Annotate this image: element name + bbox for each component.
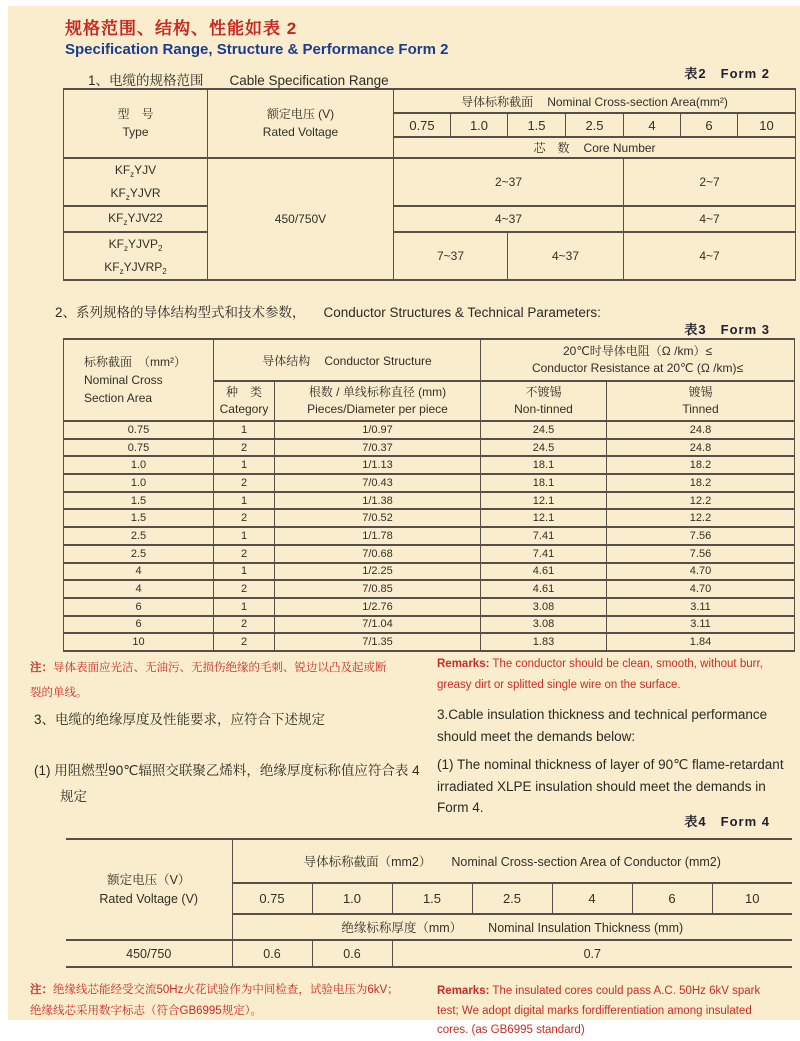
t4-header-thickness-zh: 绝缘标称厚度（mm） <box>341 921 463 935</box>
t2-size-cell: 1.5 <box>508 113 566 137</box>
section2-heading <box>55 301 601 321</box>
t2-core-range: 2~7 <box>624 158 796 206</box>
t3-cell: 6 <box>64 598 214 616</box>
cable-type: $KF_zYJVP_2$ <box>108 236 163 253</box>
t3-cell: 1/2.76 <box>275 598 481 616</box>
t3-header-pieces-en: Pieces/Diameter per piece <box>307 402 448 416</box>
t3-header-resistance-zh: 20℃时导体电阻（Ω /km）≤ <box>562 343 713 358</box>
t3-cell: 1.5 <box>64 492 214 510</box>
t2-header-area-en: Nominal Cross-section Area(mm²) <box>547 94 728 109</box>
table-row <box>64 616 795 634</box>
t3-cell: 24.5 <box>481 421 607 439</box>
document-page <box>8 6 800 1037</box>
t4-size-cell: 1.0 <box>312 883 392 914</box>
note4-text-en: The insulated cores could pass A.C. 50Hz 6kV spark test; We adopt digital marks fordifferentiation among insulated cores. (as GB6995 standard) <box>437 985 761 1037</box>
t3-cell: 4.61 <box>481 580 607 598</box>
t3-cell: 1/2.25 <box>275 563 481 581</box>
t3-cell: 1/0.97 <box>275 421 481 439</box>
t4-size-cell: 6 <box>632 883 712 914</box>
section1-heading-zh: 1、电缆的规格范围 <box>88 73 204 88</box>
t4-header-area-group <box>232 839 792 883</box>
table-row <box>66 940 792 967</box>
table-row <box>64 474 795 492</box>
note4-label-en: Remarks: <box>437 985 490 997</box>
table-row <box>64 158 796 206</box>
t3-cell: 0.75 <box>64 439 214 457</box>
t2-header-area-zh: 导体标称截面 <box>461 94 534 109</box>
t4-size-cell: 4 <box>552 883 632 914</box>
table-row <box>64 563 795 581</box>
t3-cell: 0.75 <box>64 421 214 439</box>
cable-type: $KF_zYJVR$ <box>110 186 161 203</box>
table-row <box>64 509 795 527</box>
note-spark-test-en <box>437 982 782 1041</box>
t2-type-cell <box>64 158 208 206</box>
t3-cell: 12.1 <box>481 509 607 527</box>
t3-cell: 12.2 <box>607 492 795 510</box>
t2-header-type-en: Type <box>122 124 149 139</box>
t3-cell: 2 <box>214 545 275 563</box>
t2-core-range: 4~7 <box>624 232 796 280</box>
t3-cell: 4 <box>64 563 214 581</box>
note-label-en: Remarks: <box>437 658 490 670</box>
t3-cell: 18.1 <box>481 474 607 492</box>
t3-cell: 7/0.52 <box>275 509 481 527</box>
t3-cell: 7/0.37 <box>275 439 481 457</box>
t3-header-nontinned-en: Non-tinned <box>514 402 573 416</box>
t3-header-category-zh: 种 类 <box>225 384 262 399</box>
cable-type: $KF_zYJV$ <box>114 163 157 179</box>
t3-cell: 1 <box>214 598 275 616</box>
t2-type-cell <box>64 206 208 231</box>
t3-header-resistance-group <box>481 339 795 381</box>
note-conductor-surface-en <box>437 654 772 697</box>
t3-cell: 4 <box>64 580 214 598</box>
t2-size-cell: 4 <box>624 113 681 137</box>
t2-core-range: 4~37 <box>508 232 624 280</box>
t3-cell: 18.1 <box>481 456 607 474</box>
t3-header-structure-en: Conductor Structure <box>324 353 432 368</box>
page-title-en: Specification Range, Structure & Performance Form 2 <box>65 41 449 58</box>
t4-header-voltage-en: Rated Voltage (V) <box>99 891 199 906</box>
t4-size-cell: 1.5 <box>392 883 472 914</box>
note4-text-zh: 绝缘线芯能经受交流50Hz火花试验作为中间检查，试验电压为6kV；绝缘线芯采用数字标志（符合GB6995规定）。 <box>30 984 399 1017</box>
t3-cell: 10 <box>64 633 214 651</box>
t3-cell: 2.5 <box>64 527 214 545</box>
t3-cell: 4.70 <box>607 563 795 581</box>
t2-header-type-zh: 型 号 <box>117 107 154 122</box>
t3-cell: 1 <box>214 492 275 510</box>
t3-header-structure-zh: 导体结构 <box>262 353 311 368</box>
note-text-zh: 导体表面应光洁、无油污、无损伤绝缘的毛刺、锐边以凸及起或断裂的单线。 <box>30 662 387 700</box>
table-row <box>64 421 795 439</box>
t3-cell: 7.41 <box>481 545 607 563</box>
t3-cell: 3.08 <box>481 616 607 634</box>
t3-header-nominal-area <box>64 339 214 421</box>
t3-cell: 1.0 <box>64 456 214 474</box>
t4-header-area-en: Nominal Cross-section Area of Conductor (mm2) <box>451 855 721 869</box>
t3-header-category-en: Category <box>219 402 269 416</box>
table-row <box>64 545 795 563</box>
t3-cell: 24.5 <box>481 439 607 457</box>
t2-size-cell: 6 <box>681 113 738 137</box>
section3-heading-en: 3.Cable insulation thickness and technical performance should meet the demands below: <box>437 707 768 745</box>
t2-header-core-en: Core Number <box>583 141 656 155</box>
t3-cell: 3.11 <box>607 616 795 634</box>
t2-size-cell: 10 <box>738 113 796 137</box>
t4-thickness-value: 0.6 <box>232 940 312 967</box>
note-spark-test-zh <box>30 980 400 1021</box>
t3-cell: 2.5 <box>64 545 214 563</box>
t2-size-cell: 2.5 <box>566 113 624 137</box>
t2-header-voltage <box>208 89 394 158</box>
table-row <box>64 527 795 545</box>
t3-cell: 7.41 <box>481 527 607 545</box>
t2-size-cell: 0.75 <box>394 113 451 137</box>
t2-core-range: 2~37 <box>394 158 624 206</box>
t4-header-thickness-en: Nominal Insulation Thickness (mm) <box>488 921 684 935</box>
t4-voltage-value: 450/750 <box>66 940 232 967</box>
t3-cell: 3.11 <box>607 598 795 616</box>
cable-type: $KF_zYJVRP_2$ <box>104 259 167 276</box>
t3-header-nontinned <box>481 381 607 421</box>
t3-header-tinned <box>607 381 795 421</box>
section2-heading-zh: 2、系列规格的导体结构型式和技术参数， <box>55 305 306 320</box>
table-row <box>64 439 795 457</box>
t4-header-voltage <box>66 839 232 940</box>
t3-cell: 7.56 <box>607 527 795 545</box>
t3-cell: 7/0.68 <box>275 545 481 563</box>
section3-item1-en: (1) The nominal thickness of layer of 90℃ flame-retardant irradiated XLPE insulation should meet the demands in Form 4. <box>437 757 784 816</box>
t3-header-pieces-zh: 根数 / 单线标称直径 (mm) <box>308 384 447 399</box>
t4-thickness-value: 0.6 <box>312 940 392 967</box>
table-2-cable-specification-range <box>63 88 796 281</box>
section3-item1-zh: (1) 用阻燃型90℃辐照交联聚乙烯料，绝缘厚度标称值应符合表 4 规定 <box>34 763 420 805</box>
table-row <box>64 492 795 510</box>
t3-cell: 1.83 <box>481 633 607 651</box>
table-row <box>64 206 796 231</box>
t3-header-area-l3: Section Area <box>84 391 153 405</box>
t4-header-voltage-zh: 额定电压（V） <box>107 873 191 888</box>
form4-label: 表4 Form 4 <box>684 814 770 829</box>
t3-cell: 18.2 <box>607 474 795 492</box>
t2-voltage-value: 450/750V <box>208 158 394 280</box>
t4-header-thickness-group <box>232 914 792 940</box>
table-row <box>64 633 795 651</box>
cable-type: $KF_zYJV22$ <box>108 211 163 228</box>
t3-header-area-l2: Nominal Cross <box>84 373 163 387</box>
t3-cell: 2 <box>214 509 275 527</box>
t3-header-resistance-en: Conductor Resistance at 20℃ (Ω /km)≤ <box>531 361 744 375</box>
t3-header-nontinned-zh: 不镀锡 <box>525 384 562 399</box>
form3-label: 表3 Form 3 <box>684 322 770 337</box>
t3-header-structure-group <box>214 339 481 381</box>
t3-cell: 2 <box>214 633 275 651</box>
note-text-en: The conductor should be clean, smooth, without burr, greasy dirt or splitted single wire on the surface. <box>437 658 763 692</box>
section1-heading-en: Cable Specification Range <box>229 73 389 88</box>
table-row <box>64 580 795 598</box>
note4-label-zh: 注： <box>30 984 53 996</box>
t3-cell: 1.84 <box>607 633 795 651</box>
t3-cell: 1 <box>214 563 275 581</box>
t2-core-range: 7~37 <box>394 232 508 280</box>
t3-cell: 1 <box>214 527 275 545</box>
t3-cell: 1 <box>214 456 275 474</box>
t3-cell: 2 <box>214 439 275 457</box>
table-row <box>64 598 795 616</box>
t3-cell: 7/0.85 <box>275 580 481 598</box>
t2-type-cell <box>64 232 208 280</box>
note-label-zh: 注： <box>30 662 53 674</box>
t2-core-range: 4~37 <box>394 206 624 231</box>
section2-heading-en: Conductor Structures & Technical Parameters: <box>323 305 601 320</box>
t2-header-core-number <box>394 137 796 158</box>
t2-header-voltage-en: Rated Voltage <box>262 124 339 139</box>
t3-cell: 6 <box>64 616 214 634</box>
t3-cell: 1.5 <box>64 509 214 527</box>
table-4-insulation-thickness <box>66 838 792 968</box>
t2-size-cell: 1.0 <box>451 113 508 137</box>
table-3-conductor-structures <box>63 338 795 652</box>
t4-size-cell: 10 <box>712 883 792 914</box>
t3-cell: 12.2 <box>607 509 795 527</box>
t3-cell: 18.2 <box>607 456 795 474</box>
form2-label: 表2 Form 2 <box>684 66 770 81</box>
t3-cell: 1 <box>214 421 275 439</box>
t3-cell: 4.70 <box>607 580 795 598</box>
table-row <box>64 456 795 474</box>
t3-cell: 2 <box>214 616 275 634</box>
t3-cell: 4.61 <box>481 563 607 581</box>
t3-cell: 1.0 <box>64 474 214 492</box>
t3-header-category <box>214 381 275 421</box>
t2-core-range: 4~7 <box>624 206 796 231</box>
table-row <box>64 232 796 280</box>
t3-header-pieces <box>275 381 481 421</box>
t3-cell: 1/1.38 <box>275 492 481 510</box>
t2-header-area-group <box>394 89 796 113</box>
t3-cell: 1/1.13 <box>275 456 481 474</box>
t3-cell: 2 <box>214 580 275 598</box>
page-title-zh: 规格范围、结构、性能如表 2 <box>65 19 298 38</box>
t3-cell: 3.08 <box>481 598 607 616</box>
t2-header-voltage-zh: 额定电压 (V) <box>266 107 335 122</box>
t3-cell: 1/1.78 <box>275 527 481 545</box>
t3-cell: 7/1.35 <box>275 633 481 651</box>
t3-header-area-l1: 标称截面 （mm²） <box>84 355 186 369</box>
t2-header-core-zh: 芯 数 <box>533 141 570 155</box>
t3-header-tinned-en: Tinned <box>682 402 719 416</box>
t3-header-tinned-zh: 镀锡 <box>688 384 713 399</box>
section1-heading <box>88 69 389 89</box>
t4-thickness-value: 0.7 <box>392 940 792 967</box>
t3-cell: 12.1 <box>481 492 607 510</box>
t3-cell: 24.8 <box>607 421 795 439</box>
t4-size-cell: 2.5 <box>472 883 552 914</box>
t3-cell: 7.56 <box>607 545 795 563</box>
t3-cell: 24.8 <box>607 439 795 457</box>
t3-cell: 7/1.04 <box>275 616 481 634</box>
t4-size-cell: 0.75 <box>232 883 312 914</box>
t3-cell: 2 <box>214 474 275 492</box>
t4-header-area-zh: 导体标称截面（mm2） <box>303 855 432 869</box>
t2-header-type <box>64 89 208 158</box>
t3-cell: 7/0.43 <box>275 474 481 492</box>
note-conductor-surface-zh <box>30 656 394 707</box>
section3-heading-zh: 3、电缆的绝缘厚度及性能要求，应符合下述规定 <box>34 712 326 727</box>
